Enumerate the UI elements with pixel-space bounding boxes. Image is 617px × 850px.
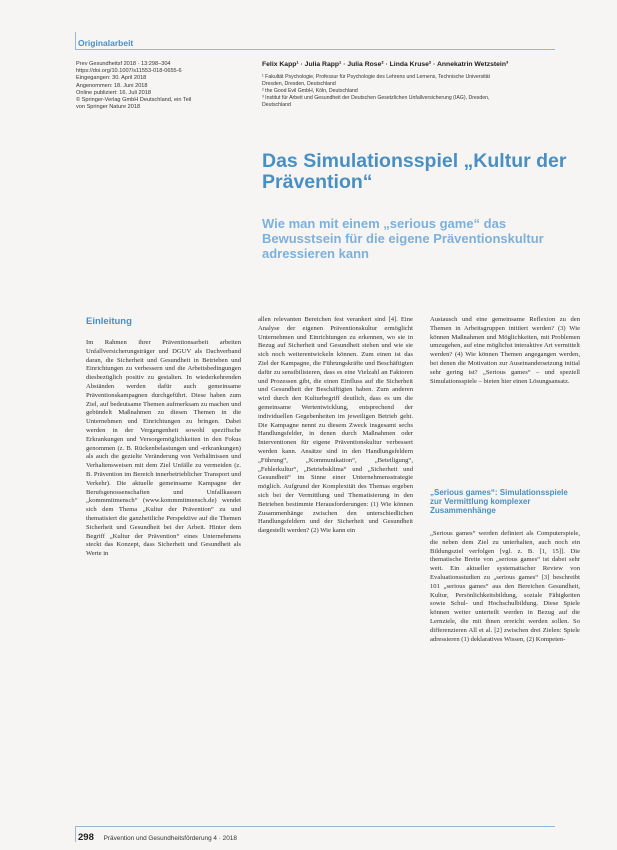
meta-line: von Springer Nature 2018 bbox=[76, 104, 141, 111]
body-column-3 bbox=[430, 316, 580, 386]
meta-line: Angenommen: 18. Juni 2018 bbox=[76, 82, 148, 89]
meta-line[interactable]: https://doi.org/10.1007/s11553-018-0655-6 bbox=[76, 68, 182, 75]
paragraph: Im Rahmen ihrer Präventionsarbeit arbeiten Unfallversicherungsträger und DGUV als Dachverband daran, die Sicherheit und Gesundheit in Betrieben und Einrichtungen zu verbessern und die Arbeitsbedingungen diesbezüglich positiv zu gestalten. In wiederkehrenden Abständen werden dafür auch gemeinsame Präventionskampagnen durchgeführt. Diese haben zum Ziel, auf bedeutsame Themen aufmerksam zu machen und gebündelt Maßnahmen zu diesen Themen in die Unternehmen und Einrichtungen zu bringen. Dabei werden in der Vergangenheit sowohl spezifische Erkrankungen und Versorgemöglichkeiten in den Fokus genommen (z. B. Rückenbelastungen und -erkrankungen) als auch die gezielte Veränderung von Verhältnissen und Verhaltensweisen mit dem Ziel Unfälle zu vermeiden (z. B. Prävention im Bereich innerbetrieblicher Transport und Verkehr). Die aktuelle gemeinsame Kampagne der Berufsgenossenschaften und Unfallkassen „kommmitmensch“ (www.kommmitmensch.de) wendet sich dem Thema „Kultur der Prävention“ zu und thematisiert die ganzheitliche Perspektive auf die Themen Sicherheit und Gesundheit bei der Arbeit. Hinter dem Begriff „Kultur der Prävention“ eines Unternehmens steckt das Konzept, dass Sicherheit und Gesundheit als Werte in bbox=[86, 339, 241, 558]
page-number: 298 bbox=[78, 832, 94, 843]
header-rule bbox=[75, 49, 555, 50]
affiliation-line: Dresden, Dresden, Deutschland bbox=[262, 80, 336, 87]
author-list bbox=[262, 61, 562, 68]
header-rule-vertical bbox=[75, 32, 76, 49]
affiliation-line: ¹ Fakultät Psychologie, Professur für Psychologie des Lehrens und Lernens, Technische Universität bbox=[262, 74, 490, 80]
journal-name: Prävention und Gesundheitsförderung 4 · 2018 bbox=[103, 835, 237, 842]
meta-line: Eingegangen: 30. April 2018 bbox=[76, 75, 147, 82]
authors-text: Felix Kapp¹ · Julia Rapp¹ · Julia Rose² · Linda Kruse² · Annekatrin Wetzstein³ bbox=[262, 61, 509, 68]
article-title: Das Simulationsspiel „Kultur der Prävention“ bbox=[262, 150, 567, 193]
article-meta bbox=[76, 61, 252, 111]
affiliations bbox=[262, 74, 562, 109]
body-column-3-continued bbox=[430, 530, 580, 644]
footer-rule bbox=[75, 826, 555, 827]
section-label: Originalarbeit bbox=[78, 38, 134, 48]
meta-line: © Springer-Verlag GmbH Deutschland, ein Teil bbox=[76, 97, 192, 104]
paragraph: „Serious games“ werden definiert als Computerspiele, die neben dem Ziel zu unterhalten, auch noch ein Bildungsziel verfolgen [vgl. z. B. [1, 15]]. Die thematische Breite von „serious games“ ist dabei sehr weit. Ein aktueller systematischer Review von Evaluationsstudien zu „serious games“ [3] beschreibt 101 „serious games“ aus den Bereichen Gesundheit, Kultur, Persönlichkeitsbildung, soziale Fähigkeiten sowie Schul- und Hochschulbildung. Diese Spiele können weiter unterteilt werden in Bezug auf die Lernziele, die mit ihnen erreicht werden sollen. So differenzieren All et al. [2] zwischen drei Zielen: Spiele adressieren (1) deklaratives Wissen, (2) Kompeten- bbox=[430, 530, 580, 643]
paragraph: allen relevanten Bereichen fest verankert sind [4]. Eine Analyse der eigenen Präventionskultur ermöglicht Unternehmen und Einrichtungen zu erkennen, wo sie in Bezug auf Sicherheit und Gesundheit stehen und wie sie sich noch weiterentwickeln können. Zum einen ist das Ziel der Kampagne, die Führungskräfte und Beschäftigten dafür zu sensibilisieren, dass es eine Vielzahl an Faktoren und Prozessen gibt, die einen Einfluss auf die Sicherheit und Gesundheit der Beschäftigten haben. Zum anderen wird durch den Kulturbegriff deutlich, dass es um die gemeinsame Wertentwicklung, entsprechend der individuellen Gegebenheiten im jeweiligen Betrieb geht. Die Kampagne nennt zu diesem Zweck insgesamt sechs Handlungsfelder, in denen durch Maßnahmen oder Interventionen für eigene Präventionskultur verbessert werden kann. Ansätze sind in den Handlungsfeldern „Führung“, „Kommunikation“, „Beteiligung“, „Fehlerkultur“, „Betriebsklima“ und „Sicherheit und Gesundheit“ im Sinne einer Unternehmensstrategie möglich. Aufgrund der Komplexität des Themas ergeben sich bei der Vermittlung und Thematisierung in den Betrieben bestimmte Herausforderungen: (1) Wie können Zusammenhänge zwischen den unterschiedlichen Handlungsfeldern und der Sicherheit und Gesundheit dargestellt werden? (2) Wie kann ein bbox=[258, 316, 413, 535]
body-column-1 bbox=[86, 339, 241, 559]
section-heading-intro: Einleitung bbox=[86, 316, 132, 327]
affiliation-line: ² the Good Evil GmbH, Köln, Deutschland bbox=[262, 87, 358, 94]
footer-rule-vertical bbox=[75, 826, 76, 842]
page-footer bbox=[78, 832, 237, 843]
meta-line: Prev Gesundheitsf 2018 · 13:298–304 bbox=[76, 61, 171, 67]
section-heading-serious-games: „Serious games“: Simulationsspiele zur Vermittlung komplexer Zusammenhänge bbox=[430, 488, 568, 515]
affiliation-line: ³ Institut für Arbeit und Gesundheit der Deutschen Gesetzlichen Unfallversicherung (IAG), Dresden, bbox=[262, 94, 490, 101]
body-column-2 bbox=[258, 316, 413, 536]
paragraph: Austausch und eine gemeinsame Reflexion zu den Themen in Arbeitsgruppen initiiert werden? (3) Wie können Maßnahmen und Möglichkeiten, mit Problemen umzugehen, auf eine möglichst interaktive Art vermittelt werden? (4) Wie können Themen angegangen werden, bei denen die Motivation zur Auseinandersetzung initial sehr gering ist? „Serious games“ – und speziell Simulationsspiele – bieten hier einen Lösungsansatz. bbox=[430, 316, 580, 385]
affiliation-line: Deutschland bbox=[262, 101, 291, 108]
article-subtitle: Wie man mit einem „serious game“ das Bewusstsein für die eigene Präventionskultur adressieren kann bbox=[262, 216, 544, 261]
meta-line: Online publiziert: 16. Juli 2018 bbox=[76, 89, 151, 96]
